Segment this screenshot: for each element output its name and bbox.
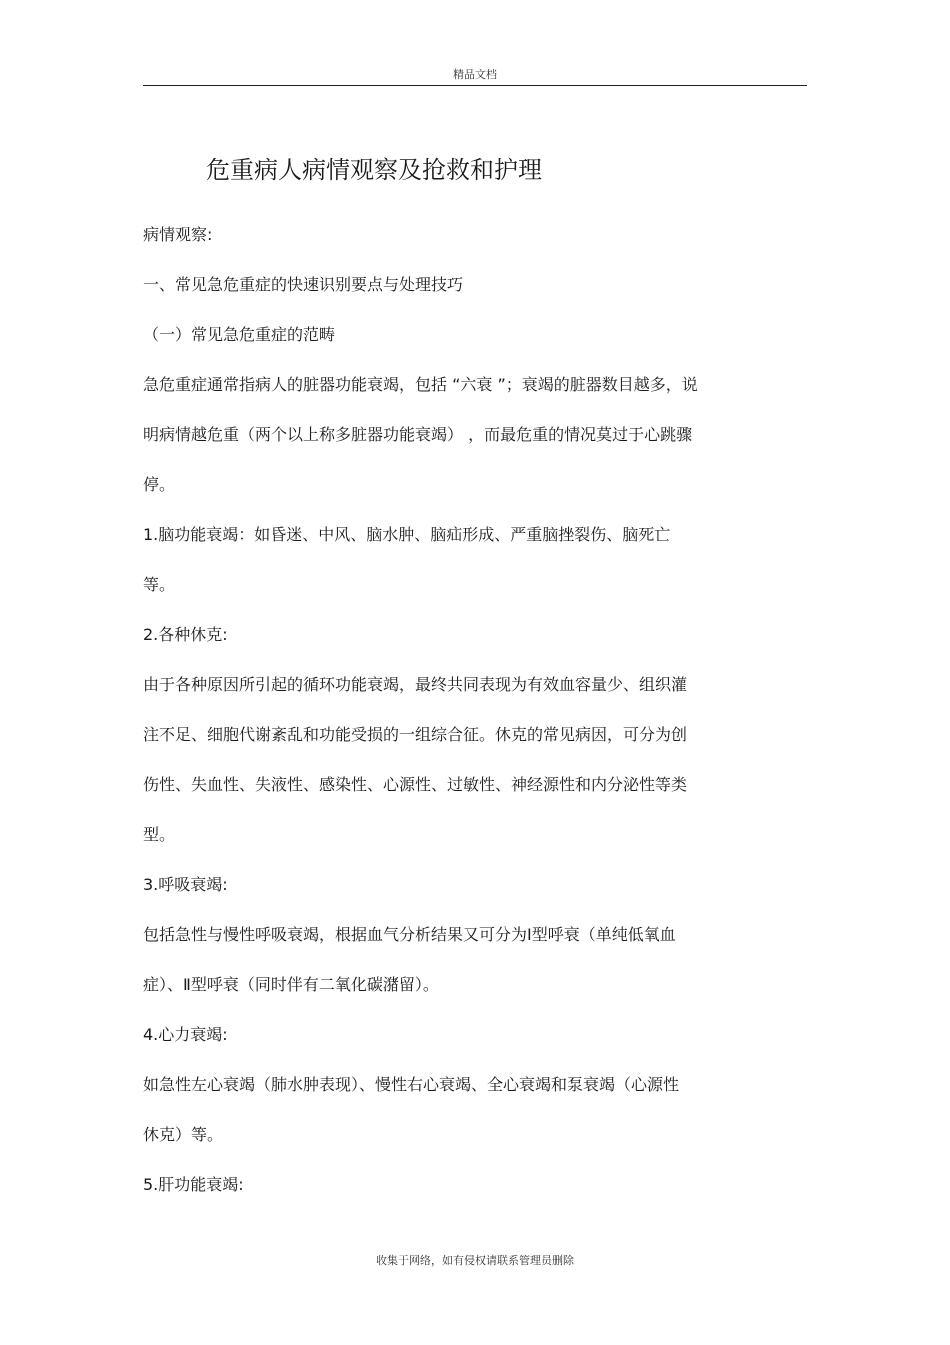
paragraph-line: 休克）等。	[143, 1125, 224, 1144]
paragraph-line: 如急性左心衰竭（肺水肿表现）、慢性右心衰竭、全心衰竭和泵衰竭（心源性	[143, 1075, 680, 1094]
page-footer: 收集于网络，如有侵权请联系管理员删除	[376, 1254, 574, 1267]
list-item: 3.呼吸衰竭:	[143, 875, 228, 894]
paragraph-line: 急危重症通常指病人的脏器功能衰竭，包括 “六衰 ”；衰竭的脏器数目越多，说	[143, 375, 698, 394]
section-heading: 病情观察:	[143, 225, 213, 244]
page-header: 精品文档	[453, 68, 497, 81]
document-title: 危重病人病情观察及抢救和护理	[206, 156, 542, 184]
header-divider	[143, 85, 807, 86]
paragraph-line: 型。	[143, 825, 176, 844]
section-heading: 一、常见急危重症的快速识别要点与处理技巧	[143, 275, 464, 294]
list-item: 2.各种休克:	[143, 625, 228, 644]
paragraph-line: 停。	[143, 475, 176, 494]
list-item: 1.脑功能衰竭：如昏迷、中风、脑水肿、脑疝形成、严重脑挫裂伤、脑死亡	[143, 525, 671, 544]
paragraph-line: 明病情越危重（两个以上称多脏器功能衰竭） ，而最危重的情况莫过于心跳骤	[143, 425, 693, 444]
paragraph-line: 注不足、细胞代谢紊乱和功能受损的一组综合征。休克的常见病因，可分为创	[143, 725, 688, 744]
paragraph-line: 包括急性与慢性呼吸衰竭，根据血气分析结果又可分为Ⅰ型呼衰（单纯低氧血	[143, 925, 676, 944]
subsection-heading: （一）常见急危重症的范畴	[143, 325, 336, 344]
paragraph-line: 由于各种原因所引起的循环功能衰竭，最终共同表现为有效血容量少、组织灌	[143, 675, 688, 694]
paragraph-line: 症）、Ⅱ型呼衰（同时伴有二氧化碳潴留）。	[143, 975, 439, 994]
list-item: 4.心力衰竭:	[143, 1025, 228, 1044]
paragraph-line: 等。	[143, 575, 176, 594]
list-item: 5.肝功能衰竭:	[143, 1175, 244, 1194]
paragraph-line: 伤性、失血性、失液性、感染性、心源性、过敏性、神经源性和内分泌性等类	[143, 775, 688, 794]
